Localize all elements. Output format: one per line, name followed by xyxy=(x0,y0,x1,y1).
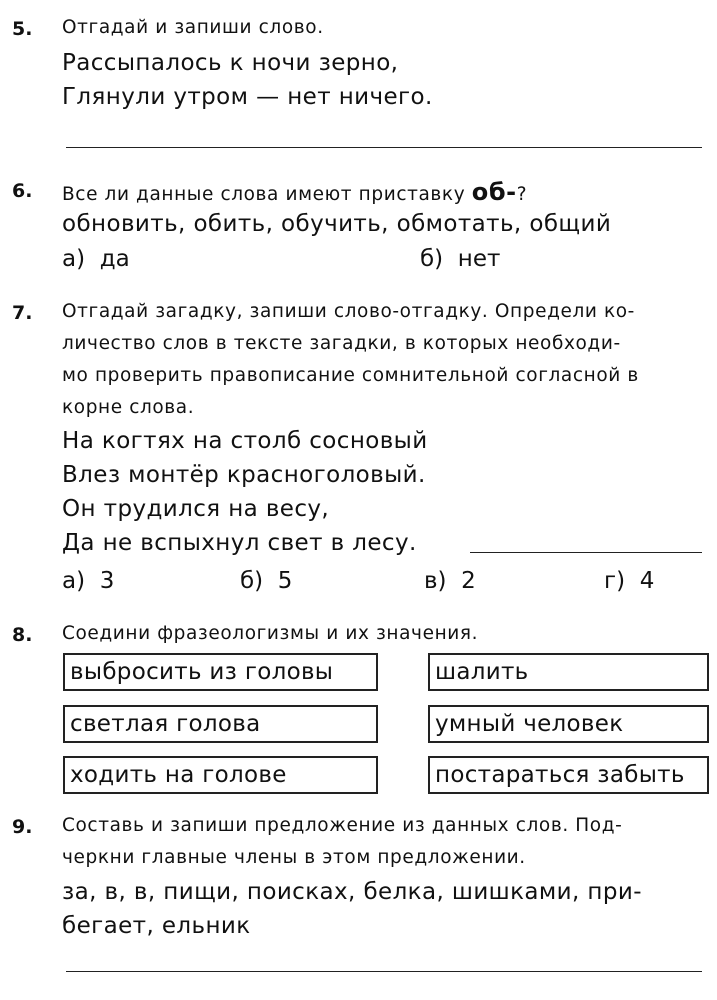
option-letter: а) xyxy=(62,568,86,594)
option-text: 3 xyxy=(99,568,115,594)
option-text: 2 xyxy=(461,568,476,594)
task-9-prompt-line-1: Составь и запиши предложение из данных слов. Под- xyxy=(62,815,623,836)
task-6-prompt xyxy=(62,178,527,206)
task-9-prompt-line-2: черкни главные члены в этом предложении. xyxy=(62,847,526,868)
task-7-prompt-line-4: корне слова. xyxy=(62,397,195,418)
option-letter: б) xyxy=(240,568,264,594)
task-5-number: 5. xyxy=(12,18,33,40)
task-7-riddle-line-1: На когтях на столб сосновый xyxy=(62,428,428,454)
option-text: нет xyxy=(457,246,501,272)
task-7-prompt-line-3: мо проверить правописание сомнительной согласной в xyxy=(62,365,639,386)
meaning-box-2[interactable]: умный человек xyxy=(428,705,709,743)
option-letter: б) xyxy=(420,246,444,272)
option-letter: г) xyxy=(604,568,626,594)
task-6-option-b[interactable] xyxy=(420,246,500,272)
task-5-line-2: Глянули утром — нет ничего. xyxy=(62,84,433,110)
task-7-prompt-line-2: личество слов в тексте загадки, в которых необходи- xyxy=(62,333,621,354)
task-7-option-d[interactable] xyxy=(604,568,654,594)
option-text: 5 xyxy=(277,568,293,594)
task-7-prompt-line-1: Отгадай загадку, запиши слово-отгадку. Определи ко- xyxy=(62,301,635,322)
option-letter: а) xyxy=(62,246,86,272)
task-6-words: обновить, обить, обучить, обмотать, общий xyxy=(62,211,612,237)
meaning-box-1[interactable]: шалить xyxy=(428,653,709,691)
task-6-prompt-start: Все ли данные слова имеют приставку xyxy=(62,184,466,205)
task-7-number: 7. xyxy=(12,302,33,324)
task-7-riddle-line-4: Да не вспыхнул свет в лесу. xyxy=(62,530,417,556)
task-7-answer-line[interactable] xyxy=(470,552,702,553)
task-5-prompt: Отгадай и запиши слово. xyxy=(62,17,324,38)
option-text: да xyxy=(99,246,130,272)
task-7-option-c[interactable] xyxy=(424,568,476,594)
option-text: 4 xyxy=(639,568,655,594)
task-9-words-line-1: за, в, в, пищи, поисках, белка, шишками, при- xyxy=(62,879,642,905)
phrase-box-1[interactable]: выбросить из головы xyxy=(63,653,378,691)
task-7-riddle-line-3: Он трудился на весу, xyxy=(62,496,330,522)
task-6-number: 6. xyxy=(12,180,33,202)
task-5-answer-line[interactable] xyxy=(66,147,702,148)
task-7-option-a[interactable] xyxy=(62,568,114,594)
task-7-riddle-line-2: Влез монтёр красноголовый. xyxy=(62,462,426,488)
task-9-number: 9. xyxy=(12,816,33,838)
task-6-prompt-end: ? xyxy=(516,184,528,205)
phrase-box-3[interactable]: ходить на голове xyxy=(63,756,378,794)
task-8-number: 8. xyxy=(12,624,33,646)
meaning-box-3[interactable]: постараться забыть xyxy=(428,756,709,794)
task-9-words-line-2: бегает, ельник xyxy=(62,913,251,939)
task-6-option-a[interactable] xyxy=(62,246,130,272)
task-5-line-1: Рассыпалось к ночи зерно, xyxy=(62,50,399,76)
task-6-prefix: об- xyxy=(471,178,517,206)
task-7-option-b[interactable] xyxy=(240,568,292,594)
option-letter: в) xyxy=(424,568,447,594)
task-8-prompt: Соедини фразеологизмы и их значения. xyxy=(62,623,479,644)
phrase-box-2[interactable]: светлая голова xyxy=(63,705,378,743)
task-9-answer-line[interactable] xyxy=(66,971,702,972)
